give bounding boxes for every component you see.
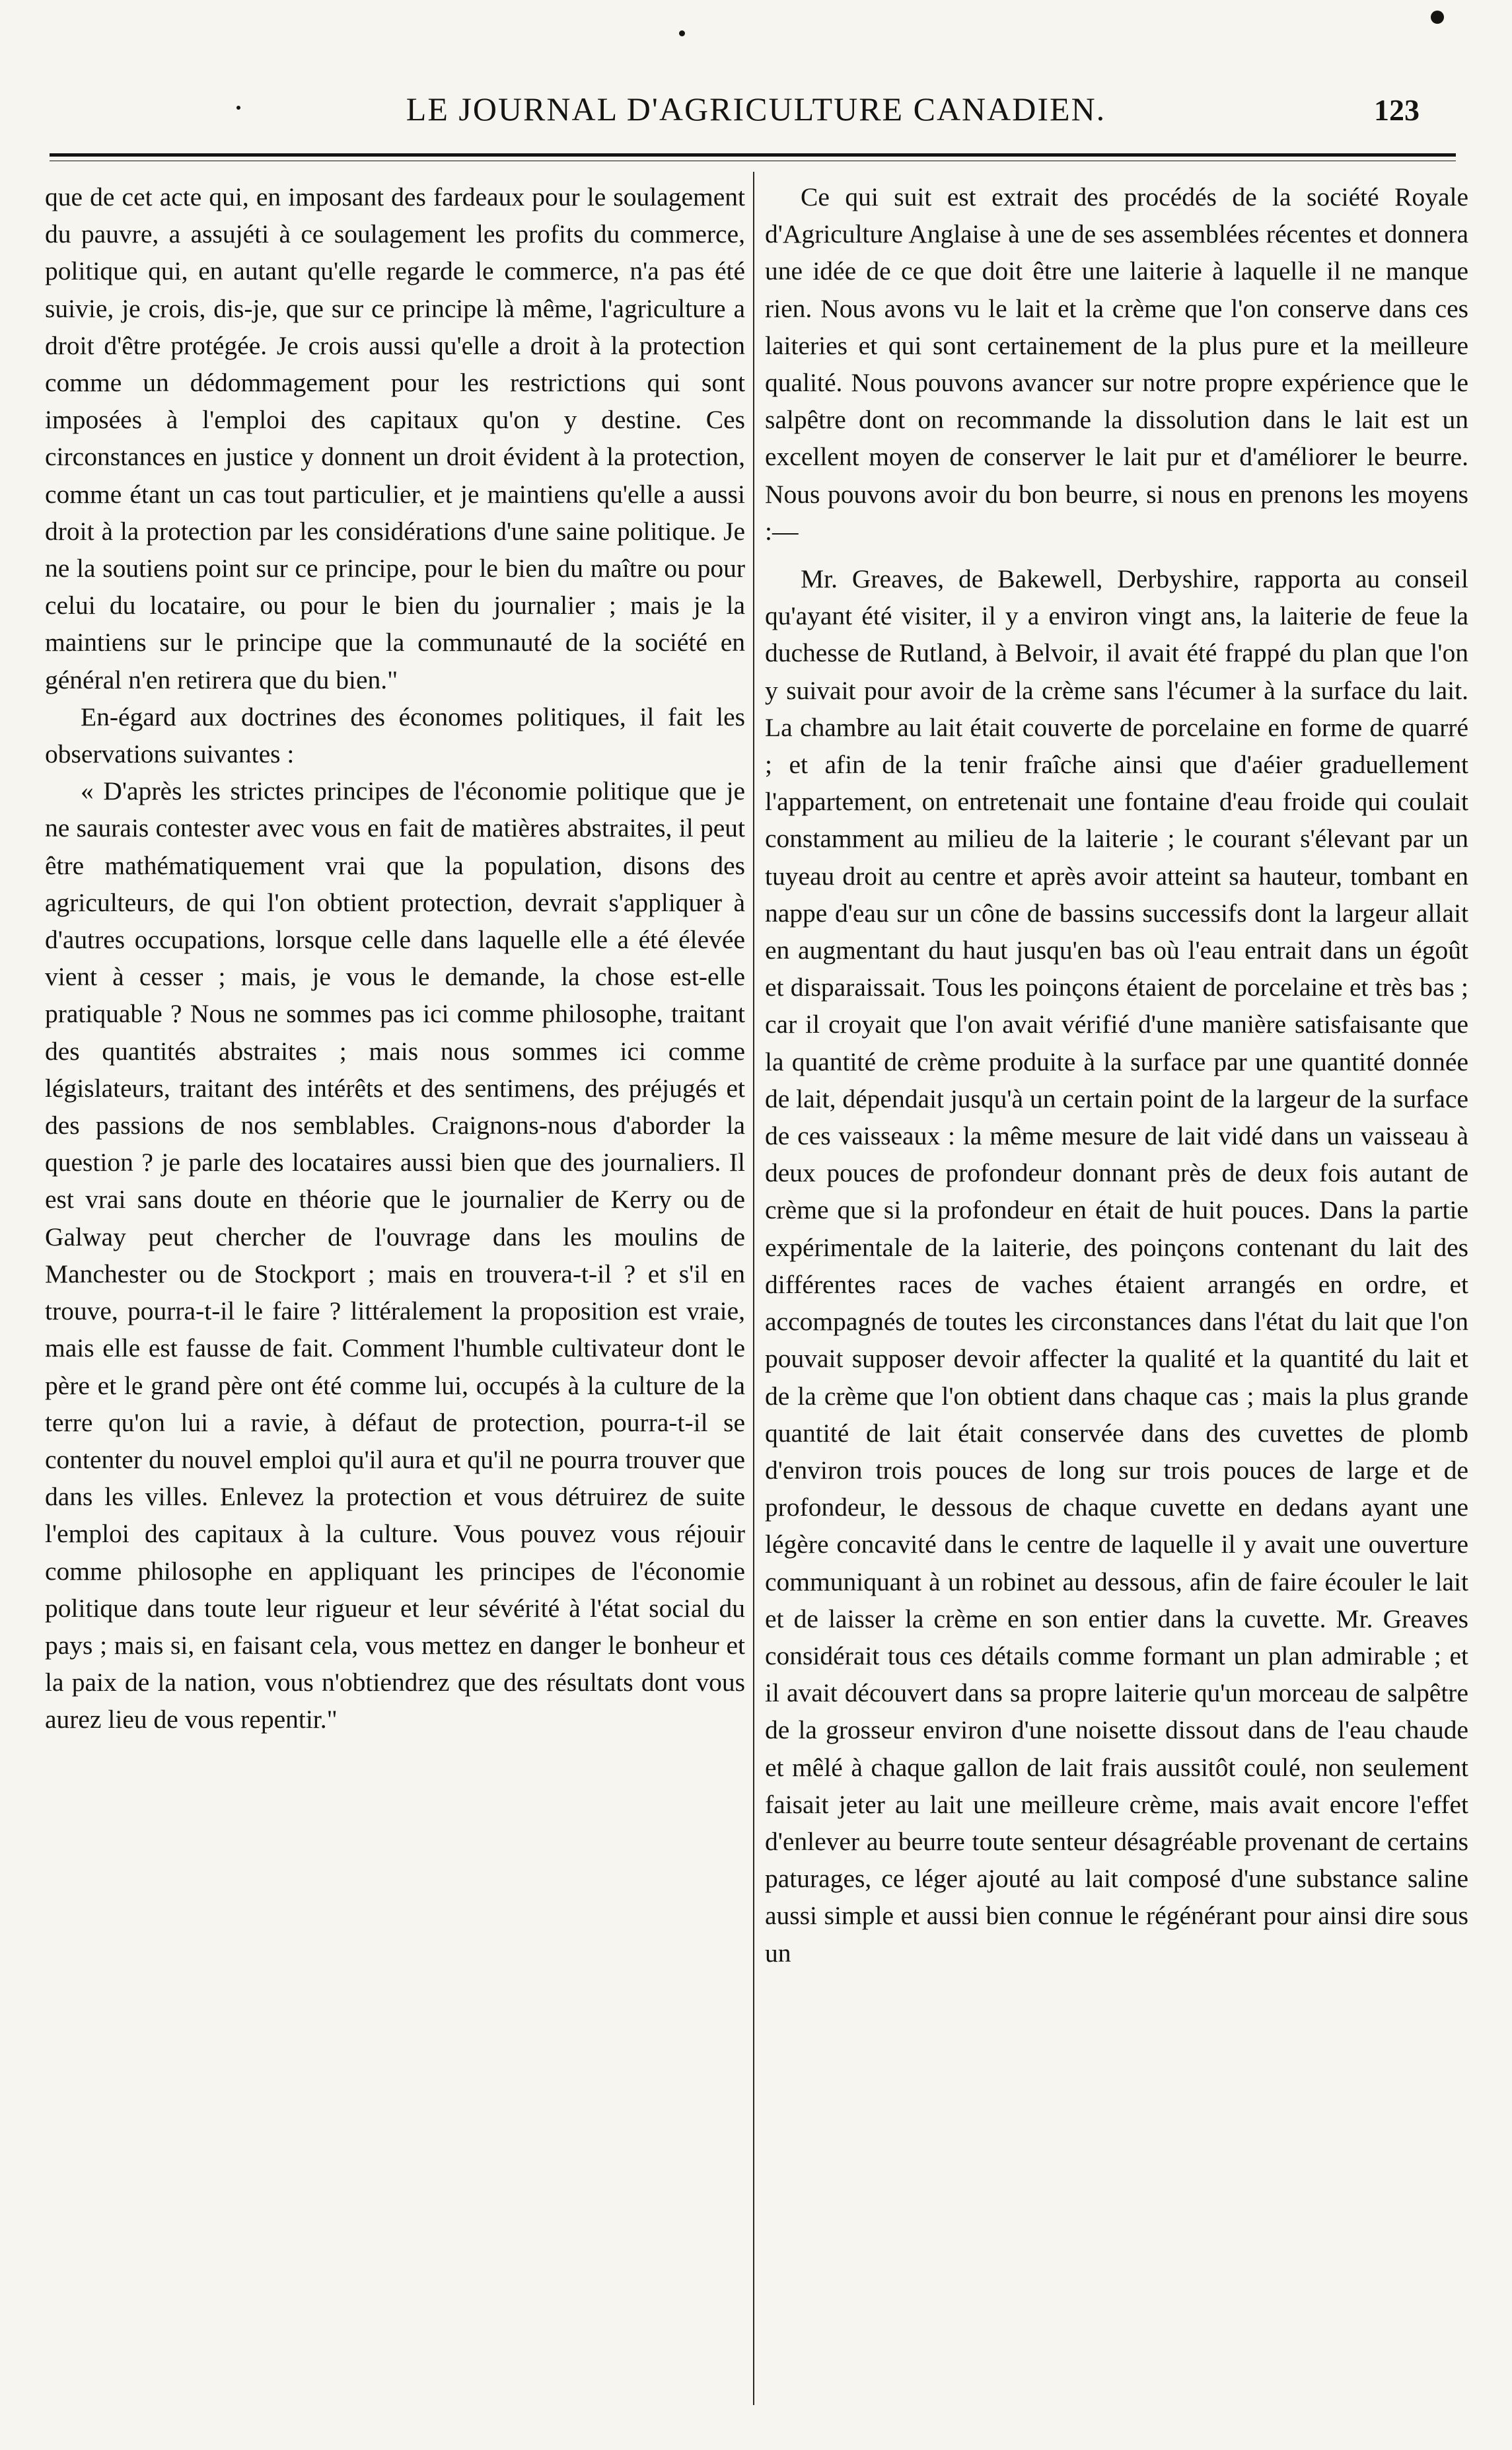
header-rule [50,153,1456,157]
ink-speck [1431,11,1444,24]
paragraph: que de cet acte qui, en imposant des fardeaux pour le soulagement du pauvre, a assujéti à ce soulagement les profits du commerce, politique qui, en autant qu'elle regarde le commerce, n'a pas été suivie, je crois, dis-je, que sur ce principe là même, l'agriculture a droit d'être protégée. Je crois aussi qu'elle a droit à la protection comme un dédommagement pour les restrictions qui sont imposées à l'emploi des capitaux qu'on y destine. Ces circonstances en justice y donnent un droit évident à la protection, comme étant un cas tout particulier, et je maintiens qu'elle a aussi droit à la protection par les considérations d'une saine politique. Je ne la soutiens point sur ce principe, pour le bien du maître ou pour celui du locataire, ou pour le bien du journalier ; mais je la maintiens sur le principe que la communauté de la société en général n'en retirera que du bien." [45,182,745,694]
paragraph: Mr. Greaves, de Bakewell, Derbyshire, rapporta au conseil qu'ayant été visiter, il y a environ vingt ans, la laiterie de feue la duchesse de Rutland, à Belvoir, il avait été frappé du plan que l'on y suivait pour avoir de la crème sans l'écumer à la surface du lait. La chambre au lait était couverte de porcelaine en forme de quarré ; et afin de la tenir fraîche ainsi que d'aéier graduellement l'appartement, on entretenait une fontaine d'eau froide qui coulait constamment au milieu de la laiterie ; le courant s'élevant par un tuyeau droit au centre et après avoir atteint sa hauteur, tombant en nappe d'eau sur un cône de bassins successifs dont la largeur allait en augmentant du haut jusqu'en bas où l'eau entrait dans un égoût et disparaissait. Tous les poinçons étaient de porcelaine et très bas ; car il croyait que l'on avait vérifié d'une manière satisfaisante que la quantité de crème produite à la surface par une quantité donnée de lait, dépendait jusqu'à un certain point de la largeur de la surface de ces vaisseaux : la même mesure de lait vidé dans un vaisseau à deux pouces de profondeur donnant près de deux fois autant de crème que si la profondeur en était de huit pouces. Dans la partie expérimentale de la laiterie, des poinçons contenant du lait des différentes races de vaches étaient arrangés en ordre, et accompagnés de toutes les circonstances dans l'état du lait que l'on pouvait supposer devoir affecter la qualité et la quantité du lait et de la crème que l'on obtient dans chaque cas ; mais la plus grande quantité de lait était conservée dans des cuvettes de plomb d'environ trois pouces de long sur trois pouces de large et de profondeur, le dessous de chaque cuvette en dedans ayant une légère concavité dans le centre de laquelle il y avait une ouverture communiquant à un robinet au dessous, afin de faire écouler le lait et de laisser la crème en son entier dans la cuvette. Mr. Greaves considérait tous ces détails comme formant un plan admirable ; et il avait découvert dans sa propre laiterie qu'un morceau de salpêtre de la grosseur environ d'une noisette dissout dans de l'eau chaude et mêlé à chaque gallon de lait frais aussitôt coulé, non seulement faisait jeter au lait une meilleure crème, mais avait encore l'effet d'enlever au beurre toute senteur désagréable provenant de certains paturages, ce léger ajouté au lait composé d'une substance saline aussi simple et aussi bien connue le régénérant pour ainsi dire sous un [765,564,1468,1968]
page-header [63,78,1449,131]
paragraph: En-égard aux doctrines des économes politiques, il fait les observations suivantes : [45,702,745,769]
ink-speck [679,30,685,36]
paragraph: « D'après les strictes principes de l'économie politique que je ne saurais contester avec vous en fait de matières abstraites, il peut être mathématiquement vrai que la population, disons des agriculteurs, de qui l'on obtient protection, devrait s'appliquer à d'autres occupations, lorsque celle dans laquelle elle a été élevée vient à cesser ; mais, je vous le demande, la chose est-elle pratiquable ? Nous ne sommes pas ici comme philosophe, traitant des quantités abstraites ; mais nous sommes ici comme législateurs, traitant des intérêts et des sentimens, des préjugés et des passions de nos semblables. Craignons-nous d'aborder la question ? je parle des locataires aussi bien que des journaliers. Il est vrai sans doute en théorie que le journalier de Kerry ou de Galway peut chercher de l'ouvrage dans les moulins de Manchester ou de Stockport ; mais en trouvera-t-il ? et s'il en trouve, pourra-t-il le faire ? littéralement la proposition est vraie, mais elle est fausse de fait. Comment l'humble cultivateur dont le père et le grand père ont été comme lui, occupés à la culture de la terre qu'on lui a ravie, à défaut de protection, pourra-t-il se contenter du nouvel emploi qu'il aura et qu'il ne pourra trouver que dans les villes. Enlevez la protection et vous détruirez de suite l'emploi des capitaux à la culture. Vous pouvez vous réjouir comme philosophe en appliquant les principes de l'économie politique dans toute leur rigueur et leur sévérité à l'état social du pays ; mais si, en faisant cela, vous mettez en danger le bonheur et la paix de la nation, vous n'obtiendrez que des résultats dont vous aurez lieu de vous repentir." [45,776,745,1734]
left-column [45,178,745,1738]
paragraph: Ce qui suit est extrait des procédés de la société Royale d'Agriculture Anglaise à une de ses assemblées récentes et donnera une idée de ce que doit être une laiterie à laquelle il ne manque rien. Nous avons vu le lait et la crème que l'on conserve dans ces laiteries et qui sont certainement de la plus pure et la meilleure qualité. Nous pouvons avancer sur notre propre expérience que le salpêtre dont on recommande la dissolution dans le lait est un excellent moyen de conserver le lait pur et d'améliorer le beurre. Nous pouvons avoir du bon beurre, si nous en prenons les moyens :— [765,182,1468,546]
page-number: 123 [1374,93,1420,127]
right-column [765,178,1468,1972]
journal-title: LE JOURNAL D'AGRICULTURE CANADIEN. [406,91,1106,128]
column-divider [753,172,754,2405]
